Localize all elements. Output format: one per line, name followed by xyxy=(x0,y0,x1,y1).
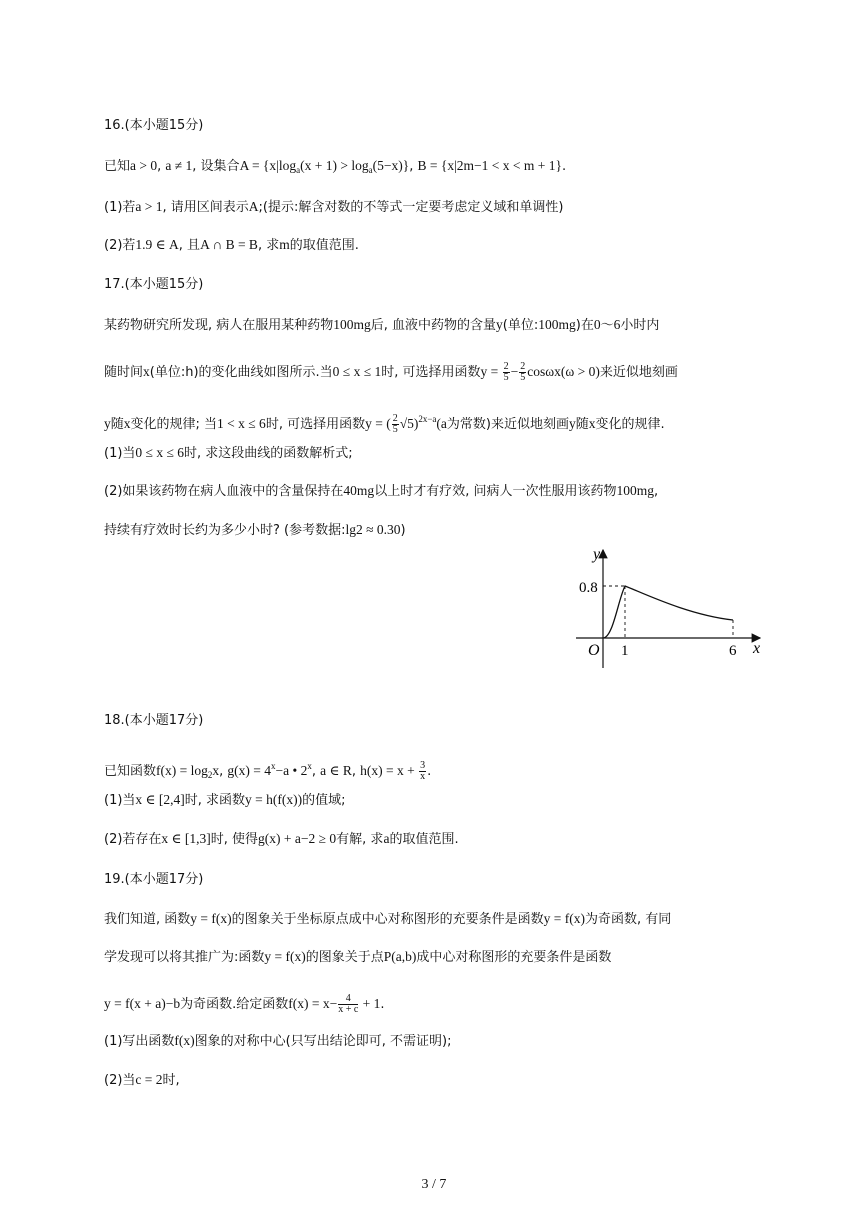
text: (单位: xyxy=(502,318,539,333)
text: 成中心对称图形的充要条件是函数 xyxy=(416,950,612,965)
math: y = f(x) xyxy=(190,911,232,926)
math: cosωx(ω > 0) xyxy=(527,364,600,379)
text: 的取值范围. xyxy=(289,238,359,253)
math: 0 ≤ x ≤ 6 xyxy=(135,445,184,460)
text: )在 xyxy=(575,318,594,333)
text: 的图象关于点 xyxy=(305,950,384,965)
text: , xyxy=(409,159,418,174)
math: 0 xyxy=(593,317,601,332)
numerator: 2 xyxy=(520,361,526,372)
math: y xyxy=(569,416,576,431)
text: ;(提示:解含对数的不等式一定要考虑定义域和单调性) xyxy=(258,200,564,215)
q18-statement xyxy=(104,757,431,784)
text: . xyxy=(380,997,385,1012)
page-number: 3 / 7 xyxy=(421,1177,447,1192)
q18-part2 xyxy=(104,830,459,849)
math: − xyxy=(510,364,519,379)
math: m xyxy=(279,237,290,252)
numerator: 4 xyxy=(338,994,358,1005)
q19-part1 xyxy=(104,1032,451,1051)
fraction xyxy=(392,414,399,435)
x-tick-label: 6 xyxy=(729,643,737,659)
text: 时, 可选择用函数 xyxy=(265,417,366,432)
text: 时, xyxy=(162,1073,180,1088)
math: a > 0 xyxy=(130,158,158,173)
math: 1 < x ≤ 6 xyxy=(217,416,266,431)
fraction xyxy=(419,761,426,782)
y-tick-label: 0.8 xyxy=(579,580,598,596)
math: y = f(x) xyxy=(264,949,306,964)
text: (1)当 xyxy=(104,793,136,808)
text: , xyxy=(157,159,166,174)
text: 的取值范围. xyxy=(389,832,459,847)
q19-heading-text: 19.(本小题17分) xyxy=(104,872,204,887)
math: a ≠ 1 xyxy=(165,158,193,173)
text: 已知函数 xyxy=(104,764,157,779)
text: 某药物研究所发现, 病人在服用某种药物 xyxy=(104,318,334,333)
fraction xyxy=(503,362,510,383)
math-exponent: 2x−a xyxy=(418,414,437,424)
text: ) xyxy=(400,523,406,538)
denominator: 5 xyxy=(503,372,509,383)
q17-part1 xyxy=(104,444,353,463)
q16-statement xyxy=(104,157,566,179)
q19-line3 xyxy=(104,994,385,1015)
q18-heading-text: 18.(本小题17分) xyxy=(104,713,204,728)
denominator: 5 xyxy=(392,424,398,435)
math: a ∈ R xyxy=(320,763,352,778)
text: , xyxy=(653,484,659,499)
math: x ∈ [1,3] xyxy=(161,831,211,846)
text: , 请用区间表示 xyxy=(162,200,249,215)
q16-part2 xyxy=(104,236,359,255)
math: 100mg xyxy=(333,317,371,332)
denominator: x xyxy=(420,771,426,782)
math: y = f(x) xyxy=(543,911,585,926)
math: x xyxy=(123,416,131,431)
math: y = xyxy=(480,364,502,379)
math: a xyxy=(383,831,390,846)
x-axis-label: x xyxy=(753,640,761,657)
q16-heading xyxy=(104,117,203,135)
denominator: x + c xyxy=(338,1004,359,1015)
q17-heading xyxy=(104,276,203,294)
math: x xyxy=(143,364,150,379)
text: 图象的对称中心(只写出结论即可, 不需证明); xyxy=(194,1034,452,1049)
math: 100mg xyxy=(616,483,654,498)
text: 变化的规律. xyxy=(595,417,665,432)
origin-label: O xyxy=(588,642,600,659)
q16-heading-text: 16.(本小题15分) xyxy=(104,118,204,133)
math: f(x) = x− xyxy=(288,996,338,1011)
text: 持续有疗效时长约为多少小时? (参考数据: xyxy=(104,523,346,538)
math: lg2 ≈ 0.30 xyxy=(345,522,401,537)
math: f(x) xyxy=(174,1033,195,1048)
fraction xyxy=(519,362,526,383)
denominator: 5 xyxy=(520,372,526,383)
q18-part1 xyxy=(104,791,346,810)
text: , xyxy=(219,764,228,779)
q17-part2-cont xyxy=(104,521,406,540)
math: (x + 1) > log xyxy=(300,158,369,173)
text: 时, 使得 xyxy=(210,832,259,847)
math: 1.9 ∈ A xyxy=(135,237,179,252)
text: (2)如果该药物在病人血液中的含量保持在 xyxy=(104,484,344,499)
text: 学发现可以将其推广为:函数 xyxy=(104,950,265,965)
q19-part2 xyxy=(104,1071,180,1090)
math: h(x) = x + xyxy=(360,763,419,778)
q18-heading xyxy=(104,712,203,730)
text: 随时间 xyxy=(104,365,144,380)
q19-heading xyxy=(104,871,203,889)
numerator: 2 xyxy=(503,361,509,372)
text: 时, 求这段曲线的函数解析式; xyxy=(184,446,353,461)
text: 小时内 xyxy=(620,318,660,333)
text: (2)若存在 xyxy=(104,832,162,847)
math: 0 ≤ x ≤ 1 xyxy=(332,364,382,379)
text: (1)写出函数 xyxy=(104,1034,175,1049)
math: A = {x|log xyxy=(239,158,297,173)
math: x ∈ [2,4] xyxy=(135,792,185,807)
q17-line3 xyxy=(104,410,665,435)
q19-line1 xyxy=(104,910,671,929)
math: y = h(f(x)) xyxy=(245,792,303,807)
text: 已知 xyxy=(104,159,131,174)
text: 来近似地刻画 xyxy=(599,365,678,380)
text: 为奇函数, 有同 xyxy=(585,912,672,927)
text: , 设集合 xyxy=(192,159,240,174)
math: x xyxy=(212,763,220,778)
x-tick-label: 1 xyxy=(621,643,629,659)
text: 随 xyxy=(575,417,589,432)
text: 〜 xyxy=(600,318,614,333)
math: f(x) = log xyxy=(156,763,208,778)
math: −a • 2 xyxy=(275,763,308,778)
math: √5) xyxy=(399,416,419,431)
math: A xyxy=(248,199,259,214)
text: 有解, 求 xyxy=(336,832,384,847)
numerator: 2 xyxy=(392,413,398,424)
text: 的图象关于坐标原点成中心对称图形的充要条件是函数 xyxy=(231,912,544,927)
math-subscript: a xyxy=(368,165,373,175)
math-subscript: 2 xyxy=(207,770,213,780)
math-exponent: x xyxy=(271,761,276,771)
text: 后, 血液中药物的含量 xyxy=(370,318,497,333)
text: 为常数)来近似地刻画 xyxy=(446,417,569,432)
text: 的值域; xyxy=(302,793,346,808)
math: 100mg xyxy=(538,317,576,332)
math: y xyxy=(496,317,503,332)
math: g(x) + a−2 ≥ 0 xyxy=(258,831,337,846)
text: 为奇函数.给定函数 xyxy=(180,997,289,1012)
concentration-curve xyxy=(603,586,733,638)
math: P(a,b) xyxy=(383,949,417,964)
math: a > 1 xyxy=(135,199,163,214)
text: 时, 求函数 xyxy=(184,793,246,808)
math-subscript: a xyxy=(296,165,301,175)
text: 以上时才有疗效, 问病人一次性服用该药物 xyxy=(374,484,617,499)
math: (5−x)} xyxy=(372,158,410,173)
q17-line1 xyxy=(104,316,659,335)
math: x xyxy=(588,416,596,431)
y-axis-label: y xyxy=(593,546,601,563)
text: , 求 xyxy=(257,238,280,253)
text: , xyxy=(311,764,321,779)
text: , xyxy=(351,764,361,779)
math: c = 2 xyxy=(135,1072,163,1087)
text: 时, 可选择用函数 xyxy=(381,365,481,380)
text: . xyxy=(427,764,432,779)
math: (a xyxy=(436,416,447,431)
text: . xyxy=(561,159,567,174)
q17-line2 xyxy=(104,362,678,383)
text: 变化的规律; 当 xyxy=(130,417,218,432)
text: , 且 xyxy=(178,238,201,253)
math-exponent: x xyxy=(307,761,312,771)
math: B = {x|2m−1 < x < m + 1} xyxy=(417,158,562,173)
text: (单位:h)的变化曲线如图所示.当 xyxy=(149,365,333,380)
math: y = f(x + a)−b xyxy=(104,996,181,1011)
math: + 1 xyxy=(359,996,381,1011)
text: 随 xyxy=(110,417,124,432)
q16-part1 xyxy=(104,198,563,217)
math: y xyxy=(104,416,111,431)
text: (1)若 xyxy=(104,200,136,215)
math: g(x) = 4 xyxy=(227,763,271,778)
drug-concentration-graph xyxy=(568,545,768,675)
q17-heading-text: 17.(本小题15分) xyxy=(104,277,204,292)
text: (2)若 xyxy=(104,238,136,253)
text: (2)当 xyxy=(104,1073,136,1088)
numerator: 3 xyxy=(420,760,426,771)
fraction xyxy=(338,994,358,1015)
math: 40mg xyxy=(343,483,375,498)
q17-part2 xyxy=(104,482,658,501)
q19-line2 xyxy=(104,948,611,967)
text: (1)当 xyxy=(104,446,136,461)
math: A ∩ B = B xyxy=(200,237,258,252)
math: y = ( xyxy=(365,416,391,431)
text: 我们知道, 函数 xyxy=(104,912,191,927)
math: 6 xyxy=(613,317,621,332)
